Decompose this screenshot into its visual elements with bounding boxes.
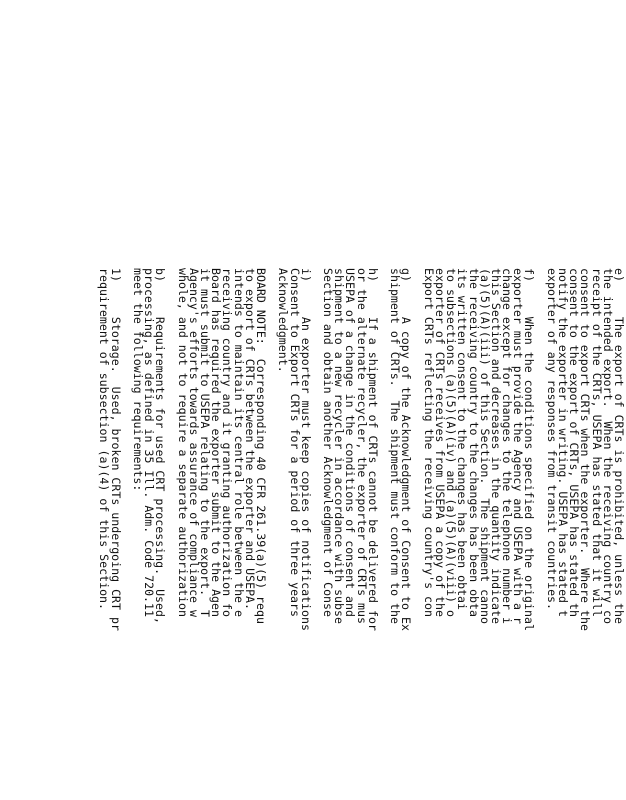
text-line: h) If a shipment of CRTs cannot be delivered for (365, 268, 380, 631)
text-line: whole, and not to require a separate authorization (175, 268, 190, 618)
text-line: 1) Storage. Used, broken CRTs undergoing CRT pr (108, 268, 123, 631)
text-line: exporter must provide the Agency and USEPA with a r (511, 268, 526, 624)
paragraph-b (132, 268, 166, 631)
text-line: consent to export CRTs when the exporter. Where the (578, 268, 593, 631)
paragraph-f (423, 268, 535, 631)
text-line: shipment to a new recycler in accordance with subse (332, 268, 347, 624)
text-line: the receiving country to the changes has been obta (466, 268, 481, 618)
text-column (87, 268, 624, 631)
text-line: e) The export of CRTs is prohibited, unless the (612, 268, 626, 624)
text-line: Export CRTs reflecting the receiving country's con (421, 268, 436, 618)
text-line: meet the following requirements: (130, 268, 145, 492)
text-line: the intended export. When the receiving country co (600, 268, 615, 624)
text-line: requirement of subsection (a)(4) of this Section. (97, 268, 112, 611)
paragraph-e (546, 268, 624, 631)
text-line: exporter of CRTs receives from USEPA a copy of the (433, 268, 447, 618)
text-line: Acknowledgment. (276, 268, 291, 373)
text-line: change except for changes to the telephone number i (500, 268, 515, 624)
text-line: BOARD NOTE: Corresponding 40 CFR 261.39(a)(5) requ (254, 268, 268, 624)
paragraph-i (277, 268, 311, 631)
paragraph-h (322, 268, 378, 631)
text-line: processing, as defined in 35 Ill. Adm. Code 720.11 (142, 268, 157, 618)
text-line: USEPA of a change in the conditions of consent and (343, 268, 358, 618)
text-line: Agency's efforts towards assurance of compliance w (186, 268, 201, 618)
text-line: (a)(5)(A)(iii) of this Section. The shipment canno (477, 268, 492, 624)
paragraph-board-note (177, 268, 267, 631)
text-line: Section and obtain another Acknowledgment of Conse (321, 268, 336, 618)
text-line: its written consent to the changes has been obtai (455, 268, 470, 611)
text-line: Consent to Export CRTs for a period of three years (287, 268, 302, 618)
text-line: receiving country and it granting authorization fo (220, 268, 235, 618)
text-line: to subsections (a)(5)(A)(iv) and (a)(5)(A)(viii) o (444, 268, 459, 618)
text-line: g) A copy of the Acknowledgment of Consent to Ex (399, 268, 414, 631)
text-line: receipt of the CRTs, USEPA has stated that it will (589, 268, 604, 618)
rotated-text-body (84, 0, 624, 800)
text-line: this Section and decreases in the quantity indicate (488, 268, 503, 624)
text-line: or the alternate recycler, the exporter of CRTs mus (354, 268, 369, 624)
text-line: it must submit to USEPA relating to the export. T (198, 268, 213, 618)
text-line: intends to maintain its central role between the e (231, 268, 246, 618)
paragraph-b1 (97, 268, 123, 631)
text-line: i) An exporter must keep copies of notifications (298, 268, 313, 631)
text-line: f) When the conditions specified on the original (522, 268, 537, 631)
text-line: Board has required the exporter submit to the Agen (209, 268, 224, 618)
text-line: exporter of any responses from transit countries. (544, 268, 559, 611)
text-line: b) Requirements for used CRT processing. Used, (153, 268, 168, 624)
text-line: shipment of CRTs. The shipment must conform to the (388, 268, 403, 624)
text-line: to export of CRTs between the exporter and USEPA. (242, 268, 257, 611)
text-line: consent to the export of CRTs, USEPA has stated th (567, 268, 582, 618)
paragraph-g (388, 268, 414, 631)
text-line: notify the exporter in writing. USEPA has stated t (556, 268, 571, 618)
